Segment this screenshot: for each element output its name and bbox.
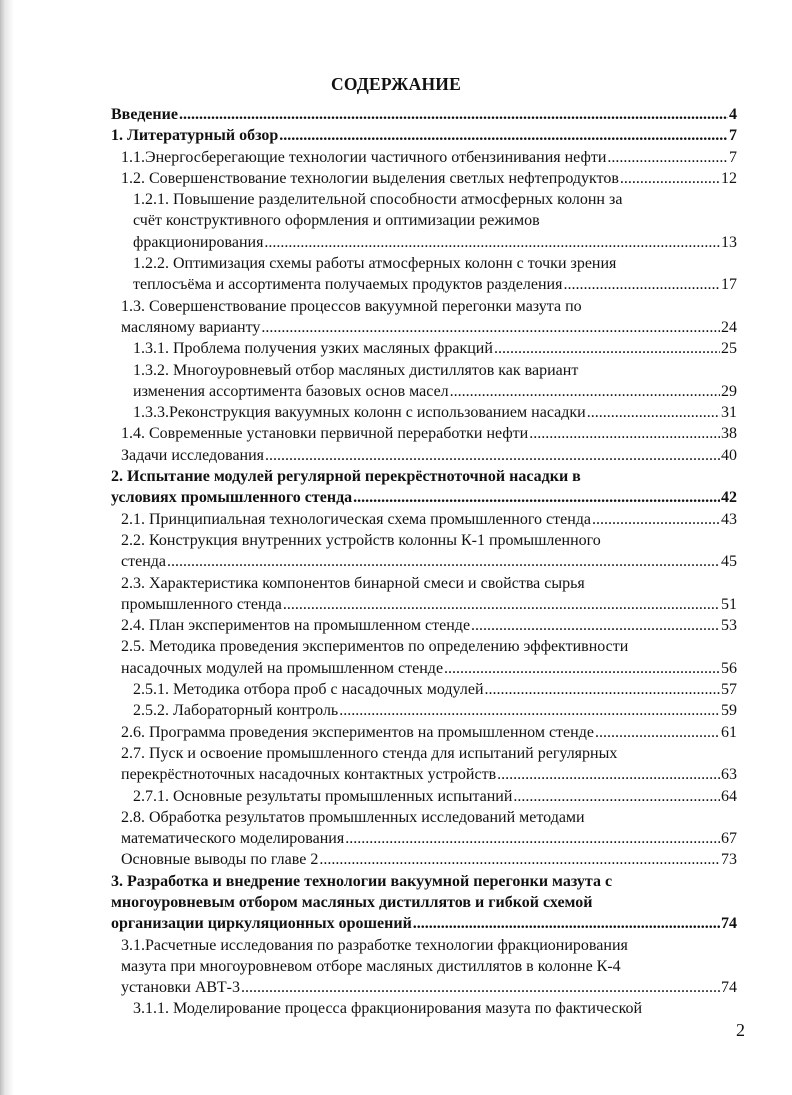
toc-page-number: 13 — [721, 233, 737, 251]
toc-entry[interactable] — [111, 147, 737, 168]
dot-leader — [179, 104, 728, 125]
toc-entry-title: стенда — [121, 553, 166, 571]
toc-entry[interactable] — [111, 722, 737, 743]
toc-entry-line: 1.3.2. Многоуровневый отбор масляных дистиллятов как вариант — [133, 361, 579, 379]
toc-entry-title: Основные выводы по главе 2 — [121, 851, 319, 869]
toc-page-number: 7 — [729, 148, 737, 166]
toc-page-number: 45 — [721, 553, 737, 571]
toc-page-number: 24 — [721, 318, 737, 336]
toc-entry-line: 2.5. Методика проведения экспериментов по определению эффективности — [121, 638, 629, 656]
dot-leader — [261, 317, 720, 338]
toc-entry[interactable] — [111, 360, 737, 403]
toc-entry-title: математического моделирования — [121, 830, 345, 848]
toc-page-number: 38 — [721, 425, 737, 443]
toc-entry-title: Введение — [111, 106, 178, 123]
toc-entry[interactable] — [111, 636, 737, 679]
toc-entry-line: 2. Испытание модулей регулярной перекрёстноточной насадки в — [111, 468, 581, 486]
toc-entry-title: 2.4. План экспериментов на промышленном стенде — [121, 617, 471, 635]
toc-entry[interactable] — [111, 402, 737, 423]
toc-entry-title: 2.6. Программа проведения экспериментов на промышленном стенде — [121, 723, 594, 741]
toc-page-number: 29 — [721, 382, 737, 400]
dot-leader — [339, 700, 720, 721]
toc-page-number: 74 — [721, 979, 737, 997]
toc-page-number: 57 — [721, 681, 737, 699]
dot-leader — [587, 402, 720, 423]
dot-leader — [413, 913, 720, 934]
toc-page-number: 74 — [721, 915, 737, 933]
toc-entry-title: 1.3.3.Реконструкция вакуумных колонн с использованием насадки — [133, 404, 586, 422]
dot-leader — [497, 764, 720, 785]
toc-page-number: 56 — [721, 659, 737, 677]
toc-entry-title: насадочных модулей на промышленном стенде — [121, 659, 444, 677]
toc-entry[interactable] — [111, 445, 737, 466]
dot-leader — [494, 338, 720, 359]
toc-entry-title: 1.1.Энергосберегающие технологии частичного отбензинивания нефти — [121, 148, 607, 166]
toc-entry[interactable] — [111, 530, 737, 573]
toc-entry-line: 2.3. Характеристика компонентов бинарной смеси и свойства сырья — [121, 574, 585, 592]
page-title: СОДЕРЖАНИЕ — [330, 74, 461, 94]
page-number: 2 — [736, 1020, 745, 1040]
dot-leader — [241, 977, 720, 998]
toc-entry[interactable] — [111, 573, 737, 616]
toc-page-number: 59 — [721, 702, 737, 720]
toc-page-number: 67 — [721, 830, 737, 848]
toc-page-number: 64 — [721, 787, 737, 805]
toc-entry-title: установки АВТ-3 — [121, 979, 240, 997]
toc-entry[interactable] — [111, 125, 737, 146]
toc-entry-title: 1.3.1. Проблема получения узких масляных фракций — [133, 340, 493, 358]
toc-entry-line: счёт конструктивного оформления и оптимизации режимов — [133, 212, 540, 230]
toc-entry[interactable] — [111, 168, 737, 189]
toc-page-number: 61 — [721, 723, 737, 741]
toc-entry-title: 2.1. Принципиальная технологическая схема промышленного стенда — [121, 510, 591, 528]
toc-entry-line: многоуровневым отбором масляных дистиллятов и гибкой схемой — [111, 893, 593, 911]
scan-edge — [0, 0, 14, 1095]
dot-leader — [471, 615, 720, 636]
dot-leader — [345, 828, 720, 849]
toc-entry[interactable] — [111, 509, 737, 530]
dot-leader — [444, 658, 720, 679]
toc-entry[interactable] — [111, 700, 737, 721]
table-of-contents — [111, 104, 737, 1020]
toc-entry-title: 2.5.1. Методика отбора проб с насадочных модулей — [133, 681, 484, 699]
toc-entry-title: промышленного стенда — [121, 595, 282, 613]
toc-page-number: 42 — [721, 489, 737, 507]
dot-leader — [485, 679, 721, 700]
toc-entry[interactable] — [111, 743, 737, 786]
toc-page-number: 40 — [721, 446, 737, 464]
toc-entry-line: 3.1.Расчетные исследования по разработке технологии фракционирования — [121, 936, 628, 954]
toc-page-number: 31 — [721, 404, 737, 422]
toc-entry-line: мазута при многоуровневом отборе масляных дистиллятов в колонне К-4 — [121, 957, 621, 975]
toc-entry-title: условиях промышленного стенда — [111, 489, 353, 507]
dot-leader — [265, 445, 720, 466]
toc-entry-title: 2.7.1. Основные результаты промышленных испытаний — [133, 787, 513, 805]
toc-page-number: 63 — [721, 766, 737, 784]
dot-leader — [353, 487, 720, 508]
toc-page-number: 25 — [721, 340, 737, 358]
dot-leader — [607, 147, 728, 168]
toc-entry-title: фракционирования — [133, 233, 264, 251]
toc-entry-title: 2.5.2. Лабораторный контроль — [133, 702, 339, 720]
toc-entry-title: масляному варианту — [121, 318, 261, 336]
toc-entry-line: 1.2.1. Повышение разделительной способности атмосферных колонн за — [133, 191, 623, 209]
toc-entry[interactable] — [111, 253, 737, 296]
toc-entry-title: 1.2. Совершенствование технологии выделения светлых нефтепродуктов — [121, 169, 619, 187]
dot-leader — [620, 168, 720, 189]
toc-entry-title: 1. Литературный обзор — [111, 127, 279, 145]
toc-entry[interactable] — [111, 423, 737, 444]
toc-entry[interactable] — [111, 786, 737, 807]
dot-leader — [283, 594, 720, 615]
toc-page-number: 53 — [721, 617, 737, 635]
toc-entry[interactable] — [111, 871, 737, 935]
toc-page-number: 43 — [721, 510, 737, 528]
toc-entry-line: 3. Разработка и внедрение технологии вакуумной перегонки мазута с — [111, 872, 613, 890]
toc-entry[interactable] — [111, 189, 737, 253]
toc-page-number: 7 — [729, 127, 737, 145]
dot-leader — [592, 509, 720, 530]
dot-leader — [513, 786, 720, 807]
toc-entry-title: 3.1.1. Моделирование процесса фракционирования мазута по фактической — [133, 1000, 643, 1018]
toc-entry[interactable] — [111, 104, 737, 125]
toc-entry[interactable] — [111, 998, 737, 1019]
dot-leader — [563, 274, 720, 295]
toc-page-number: 51 — [721, 595, 737, 613]
toc-entry-title: изменения ассортимента базовых основ масел — [133, 382, 449, 400]
toc-entry[interactable] — [111, 807, 737, 850]
toc-entry[interactable] — [111, 679, 737, 700]
dot-leader — [264, 232, 720, 253]
toc-entry-title: теплосъёма и ассортимента получаемых продуктов разделения — [133, 276, 563, 294]
toc-entry[interactable] — [111, 849, 737, 870]
toc-entry-title: перекрёстноточных насадочных контактных устройств — [121, 766, 497, 784]
toc-entry-title: организации циркуляционных орошений — [111, 915, 412, 933]
dot-leader — [450, 381, 720, 402]
toc-entry-line: 1.3. Совершенствование процессов вакуумной перегонки мазута по — [121, 297, 582, 315]
dot-leader — [167, 551, 720, 572]
toc-entry-title: 1.4. Современные установки первичной переработки нефти — [121, 425, 529, 443]
toc-entry[interactable] — [111, 466, 737, 509]
dot-leader — [595, 722, 720, 743]
toc-page-number: 73 — [721, 851, 737, 869]
dot-leader — [279, 125, 728, 146]
toc-entry[interactable] — [111, 935, 737, 999]
toc-page-number: 17 — [721, 276, 737, 294]
toc-entry-line: 2.8. Обработка результатов промышленных исследований методами — [121, 808, 585, 826]
toc-entry[interactable] — [111, 296, 737, 339]
dot-leader — [319, 849, 720, 870]
toc-entry[interactable] — [111, 615, 737, 636]
toc-entry-line: 2.2. Конструкция внутренних устройств колонны К-1 промышленного — [121, 531, 601, 549]
toc-page-number: 4 — [729, 106, 737, 123]
dot-leader — [529, 423, 720, 444]
toc-page-number: 12 — [721, 169, 737, 187]
toc-entry-line: 2.7. Пуск и освоение промышленного стенда для испытаний регулярных — [121, 744, 618, 762]
toc-entry-line: 1.2.2. Оптимизация схемы работы атмосферных колонн с точки зрения — [133, 255, 617, 273]
toc-entry[interactable] — [111, 338, 737, 359]
toc-entry-title: Задачи исследования — [121, 446, 265, 464]
